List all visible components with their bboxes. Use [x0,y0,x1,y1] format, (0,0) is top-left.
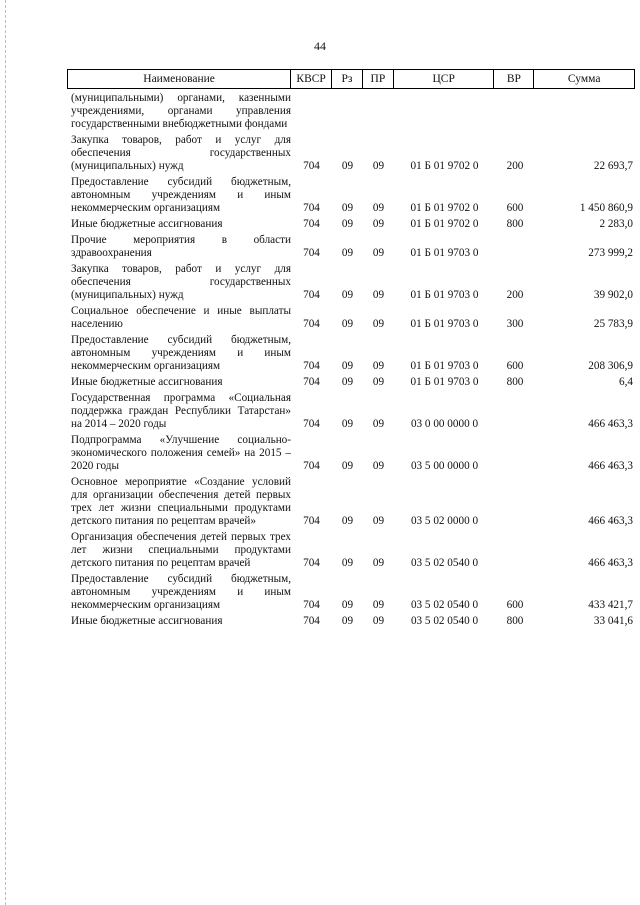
cell-csr: 03 0 00 0000 0 [410,418,479,430]
cell-kvsr: 704 [303,515,320,527]
cell-pr: 09 [372,599,385,611]
header-rz: Рз [332,70,363,88]
cell-pr: 09 [372,557,385,569]
cell-csr: 03 5 02 0540 0 [410,599,479,611]
cell-sum: 273 999,2 [588,247,633,259]
cell-rz: 09 [341,615,354,627]
table-row [67,176,635,215]
cell-name: Иные бюджетные ассигнования [71,376,223,388]
cell-name: Прочие мероприятия в области здравоохранения [71,234,291,259]
cell-kvsr: 704 [303,247,320,259]
cell-vr: 800 [506,376,524,388]
table-row [67,615,635,628]
cell-rz: 09 [341,515,354,527]
cell-kvsr: 704 [303,557,320,569]
table-row [67,392,635,431]
cell-kvsr: 704 [303,599,320,611]
cell-sum: 22 693,7 [593,160,633,172]
cell-kvsr: 704 [303,615,320,627]
table-row [67,376,635,389]
cell-kvsr: 704 [303,418,320,430]
cell-pr: 09 [372,318,385,330]
cell-kvsr: 704 [303,289,320,301]
cell-rz: 09 [341,247,354,259]
table-body [67,92,635,631]
cell-vr: 800 [506,615,524,627]
table-row [67,234,635,260]
cell-pr: 09 [372,360,385,372]
cell-sum: 1 450 860,9 [579,202,633,214]
cell-rz: 09 [341,218,354,230]
cell-pr: 09 [372,289,385,301]
cell-kvsr: 704 [303,202,320,214]
cell-csr: 01 Б 01 9703 0 [410,289,479,301]
cell-pr: 09 [372,160,385,172]
table-row [67,476,635,528]
table-row [67,305,635,331]
cell-name: Предоставление субсидий бюджетным, автономным учреждениям и иным некоммерческим организациям [71,334,291,372]
header-csr: ЦСР [394,70,495,88]
cell-name: Государственная программа «Социальная поддержка граждан Республики Татарстан» на 2014 – 2020 годы [71,392,291,430]
cell-csr: 03 5 02 0540 0 [410,615,479,627]
header-sum: Сумма [567,73,601,85]
header-pr: ПР [363,70,394,88]
cell-pr: 09 [372,515,385,527]
cell-vr: 200 [506,289,524,301]
cell-pr: 09 [372,460,385,472]
cell-kvsr: 704 [303,460,320,472]
cell-sum: 33 041,6 [593,615,633,627]
cell-rz: 09 [341,360,354,372]
cell-sum: 466 463,3 [588,460,633,472]
cell-name: (муниципальными) органами, казенными учреждениями, органами управления государственными внебюджетными фондами [71,92,291,130]
cell-vr: 600 [506,599,524,611]
cell-name: Предоставление субсидий бюджетным, автономным учреждениям и иным некоммерческим организациям [71,573,291,611]
margin-line [5,0,6,905]
cell-rz: 09 [341,460,354,472]
cell-kvsr: 704 [303,160,320,172]
cell-csr: 03 5 00 0000 0 [410,460,479,472]
cell-name: Закупка товаров, работ и услуг для обеспечения государственных (муниципальных) нужд [71,134,291,172]
table-row [67,334,635,373]
cell-csr: 01 Б 01 9703 0 [410,318,479,330]
cell-vr: 600 [506,360,524,372]
header-vr: ВР [494,70,534,88]
cell-csr: 03 5 02 0540 0 [410,557,479,569]
cell-pr: 09 [372,247,385,259]
cell-csr: 01 Б 01 9702 0 [410,160,479,172]
cell-vr: 200 [506,160,524,172]
cell-rz: 09 [341,202,354,214]
cell-csr: 01 Б 01 9703 0 [410,360,479,372]
page-number: 44 [314,39,326,53]
cell-name: Иные бюджетные ассигнования [71,218,223,230]
cell-rz: 09 [341,376,354,388]
cell-pr: 09 [372,218,385,230]
cell-rz: 09 [341,418,354,430]
cell-sum: 6,4 [619,376,633,388]
cell-sum: 466 463,3 [588,557,633,569]
cell-kvsr: 704 [303,360,320,372]
cell-name: Организация обеспечения детей первых трех лет жизни специальными продуктами детского питания по рецептам врачей [71,531,291,569]
table-row [67,92,635,131]
cell-sum: 25 783,9 [593,318,633,330]
cell-sum: 2 283,0 [599,218,633,230]
cell-rz: 09 [341,599,354,611]
cell-kvsr: 704 [303,318,320,330]
cell-vr: 600 [506,202,524,214]
cell-kvsr: 704 [303,376,320,388]
cell-sum: 433 421,7 [588,599,633,611]
cell-kvsr: 704 [303,218,320,230]
cell-csr: 01 Б 01 9703 0 [410,247,479,259]
header-kvsr: КВСР [291,70,332,88]
table-row [67,573,635,612]
table-row [67,218,635,231]
cell-csr: 01 Б 01 9702 0 [410,218,479,230]
cell-pr: 09 [372,376,385,388]
cell-sum: 466 463,3 [588,515,633,527]
cell-name: Предоставление субсидий бюджетным, автономным учреждениям и иным некоммерческим организациям [71,176,291,214]
cell-rz: 09 [341,289,354,301]
cell-sum: 208 306,9 [588,360,633,372]
cell-name: Иные бюджетные ассигнования [71,615,223,627]
table-row [67,434,635,473]
cell-rz: 09 [341,557,354,569]
cell-vr: 800 [506,218,524,230]
cell-pr: 09 [372,202,385,214]
cell-name: Социальное обеспечение и иные выплаты населению [71,305,291,330]
header-name: Наименование [68,70,291,88]
table-header [67,69,635,89]
table-row [67,263,635,302]
cell-rz: 09 [341,318,354,330]
cell-sum: 466 463,3 [588,418,633,430]
table-row [67,134,635,173]
cell-vr: 300 [506,318,524,330]
cell-sum: 39 902,0 [593,289,633,301]
cell-csr: 03 5 02 0000 0 [410,515,479,527]
cell-csr: 01 Б 01 9702 0 [410,202,479,214]
cell-name: Основное мероприятие «Создание условий для организации обеспечения детей первых трех лет жизни специальными продуктами детского питания по рецептам врачей» [71,476,291,527]
cell-pr: 09 [372,615,385,627]
table-row [67,531,635,570]
cell-pr: 09 [372,418,385,430]
cell-name: Подпрограмма «Улучшение социально-экономического положения семей» на 2015 – 2020 годы [71,434,291,472]
cell-rz: 09 [341,160,354,172]
cell-name: Закупка товаров, работ и услуг для обеспечения государственных (муниципальных) нужд [71,263,291,301]
cell-csr: 01 Б 01 9703 0 [410,376,479,388]
